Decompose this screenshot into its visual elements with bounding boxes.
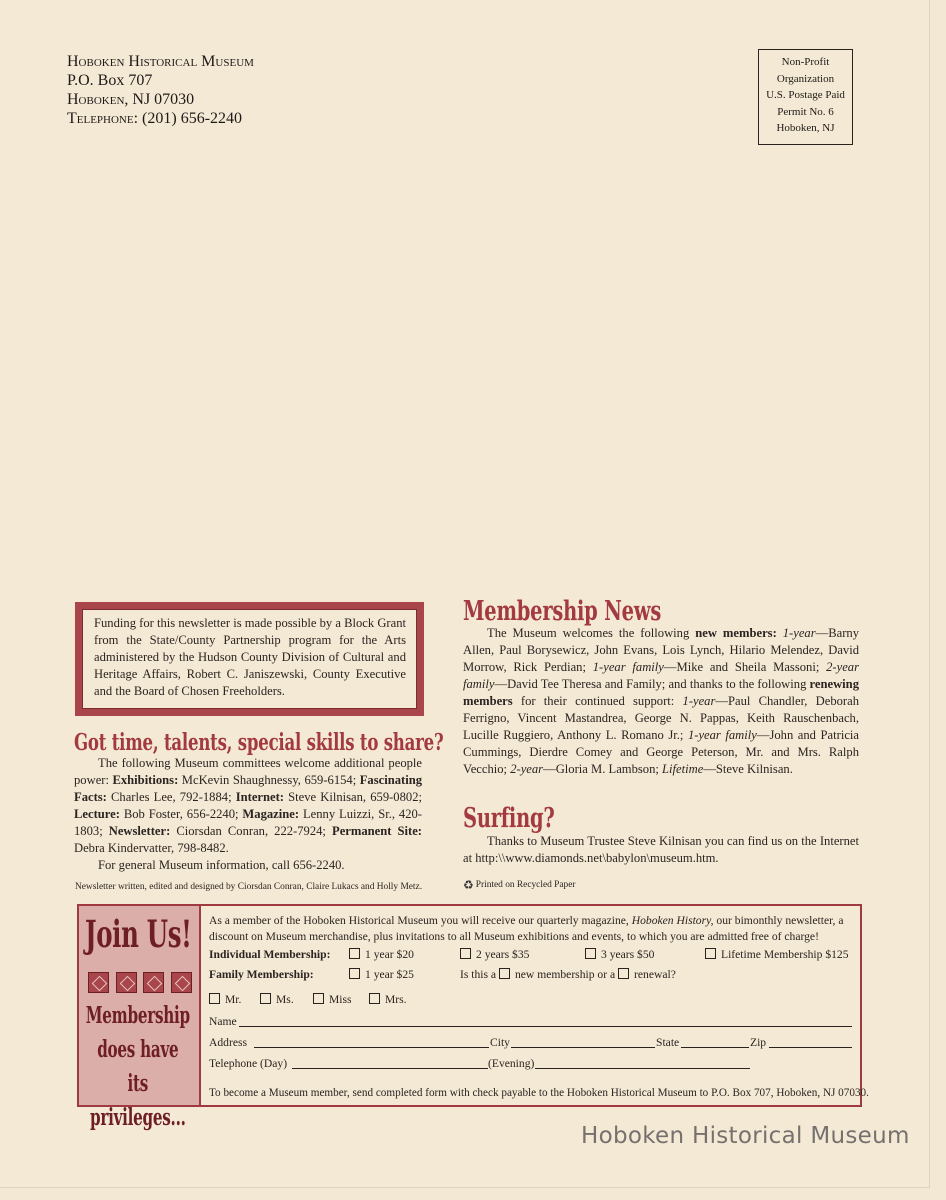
diamond-ornament-icon [116, 972, 137, 993]
state-field[interactable] [681, 1047, 749, 1048]
telephone-row [209, 1053, 857, 1074]
committees-list: The following Museum committees welcome additional people power: Exhibitions: McKevin Shaughnessy, 659-6154; Fascinating Facts: Charles Lee, 792-1884; Internet: Steve Kilnisan, 659-0802; Lecture: Bob Foster, 656-2240; Magazine: Lenny Luizzi, Sr., 420-1803; Newsletter: Ciorsdan Conran, 222-7924; Permanent Site: Debra Kindervatter, 798-8482. [74, 756, 423, 855]
got-time-heading: Got time, talents, special skills to share? [74, 729, 444, 756]
postage-line: U.S. Postage Paid [766, 89, 845, 101]
telephone-number: (201) 656-2240 [142, 110, 243, 127]
museum-name: Hoboken Historical Museum [67, 53, 254, 70]
committee-label: Exhibitions: [112, 773, 179, 787]
salutation-miss[interactable]: Miss [313, 992, 352, 1008]
postage-indicia [758, 49, 853, 145]
checkbox[interactable] [460, 948, 471, 959]
zip-field[interactable] [769, 1047, 852, 1048]
membership-news-heading: Membership News [463, 596, 662, 627]
checkbox[interactable] [209, 993, 220, 1004]
telephone-line [67, 109, 254, 128]
diamond-ornament-icon [171, 972, 192, 993]
general-info: For general Museum information, call 656-2240. [98, 858, 345, 872]
lifetime-membership-option[interactable]: Lifetime Membership $125 [705, 947, 849, 963]
postage-line: Non-Profit [781, 56, 830, 68]
recycled-paper-note [463, 879, 575, 891]
surfing-heading: Surfing? [463, 803, 555, 834]
telephone-evening-field[interactable] [535, 1068, 750, 1069]
postage-line: Hoboken, NJ [776, 122, 835, 134]
salutation-mr[interactable]: Mr. [209, 992, 241, 1008]
membership-news-paragraph: The Museum welcomes the following new members: 1-year—Barny Allen, Paul Borysewicz, John Evans, Lois Lynch, Hilario Melendez, David Morrow, Rick Perdian; 1-year family—Mike and Sheila Massoni; 2-year family—David Tee Theresa and Family; and thanks to the following renewing members for their continued support: 1-year—Paul Chandler, Deborah Ferrigno, Vincent Mastandrea, George N. Pappas, Keith Rauschenbach, Lucille Ruggiero, Anthony L. Romano Jr.; 1-year family—John and Patricia Cummings, Dierdre Comey and George Peterson, Mr. and Mrs. Ralph Vecchio; 2-year—Gloria M. Lambson; Lifetime—Steve Kilnisan. [463, 626, 859, 776]
telephone-day-field[interactable] [292, 1068, 488, 1069]
name-label: Name [209, 1015, 237, 1028]
postage-line: Permit No. 6 [777, 105, 834, 118]
individual-3-years-option[interactable]: 3 years $50 [585, 947, 654, 963]
form-footer-instructions: To become a Museum member, send completed form with check payable to the Hoboken Historical Museum to P.O. Box 707, Hoboken, NJ 07030. [209, 1087, 869, 1099]
new-membership-checkbox[interactable] [499, 968, 510, 979]
family-membership-row [209, 965, 857, 985]
telephone-label: Telephone: [67, 110, 139, 127]
state-label: State [656, 1036, 680, 1049]
checkbox[interactable] [260, 993, 271, 1004]
diamond-ornaments [88, 972, 192, 993]
address-label: Address [209, 1036, 247, 1049]
newsletter-credits: Newsletter written, edited and designed by Ciorsdan Conran, Claire Lukacs and Holly Metz. [75, 882, 423, 892]
join-us-panel [79, 906, 201, 1131]
recycle-icon: ♻ [463, 878, 474, 892]
surfing-text: Thanks to Museum Trustee Steve Kilnisan you can find us on the Internet at http:\\www.diamonds.net\babylon\museum.htm. [463, 834, 859, 865]
renewal-checkbox[interactable] [618, 968, 629, 979]
membership-form [77, 904, 869, 1131]
committee-label: Fascinating Facts: [74, 773, 423, 804]
family-1-year-option[interactable]: 1 year $25 [349, 967, 414, 983]
city-line: Hoboken, NJ 07030 [67, 91, 195, 108]
checkbox[interactable] [349, 948, 360, 959]
committee-label: Permanent Site: [332, 824, 422, 838]
committee-label: Newsletter: [108, 824, 171, 838]
funding-notice-text: Funding for this newsletter is made possible by a Block Grant from the State/County Partnership program for the Arts administered by the Hudson County Division of Cultural and Heritage Affairs, Robert C. Janiszewski, County Executive and the Board of Chosen Freeholders. [82, 609, 417, 709]
po-box: P.O. Box 707 [67, 72, 153, 89]
checkbox[interactable] [313, 993, 324, 1004]
return-address [67, 52, 254, 128]
recycled-text: Printed on Recycled Paper [475, 880, 576, 890]
archive-watermark: Hoboken Historical Museum [581, 1123, 910, 1149]
salutation-row [209, 987, 857, 1011]
name-row [209, 1011, 857, 1032]
telephone-evening-label: (Evening) [488, 1057, 535, 1070]
committee-label: Lecture: [74, 807, 120, 821]
name-field[interactable] [239, 1026, 852, 1027]
telephone-day-label: Telephone (Day) [209, 1057, 288, 1070]
checkbox[interactable] [369, 993, 380, 1004]
surfing-paragraph [463, 833, 859, 867]
checkbox[interactable] [705, 948, 716, 959]
salutation-ms[interactable]: Ms. [260, 992, 294, 1008]
zip-label: Zip [750, 1036, 767, 1049]
membership-type-question: Is this a new membership or a renewal? [460, 968, 676, 981]
join-us-title: Join Us! [85, 912, 192, 956]
individual-membership-label: Individual Membership: [209, 948, 331, 961]
city-label: City [490, 1036, 510, 1049]
family-membership-label: Family Membership: [209, 968, 314, 981]
form-fields [209, 913, 869, 1099]
committee-label: Magazine: [242, 807, 300, 821]
committees-paragraph [74, 755, 422, 874]
committee-label: Internet: [235, 790, 284, 804]
individual-1-year-option[interactable]: 1 year $20 [349, 947, 414, 963]
join-us-subtitle: Membership does have its privileges... [85, 1002, 190, 1131]
address-row [209, 1032, 857, 1053]
individual-2-years-option[interactable]: 2 years $35 [460, 947, 529, 963]
postage-line: Organization [776, 72, 835, 85]
diamond-ornament-icon [88, 972, 109, 993]
diamond-ornament-icon [143, 972, 164, 993]
address-field[interactable] [254, 1047, 489, 1048]
individual-membership-row [209, 945, 857, 965]
checkbox[interactable] [585, 948, 596, 959]
checkbox[interactable] [349, 968, 360, 979]
salutation-mrs[interactable]: Mrs. [369, 992, 407, 1008]
form-intro: As a member of the Hoboken Historical Museum you will receive our quarterly magazine, Hoboken History, our bimonthly newsletter, a discount on Museum merchandise, plus invitations to all Museum exhibitions and events, to which you are admitted free of charge! [209, 914, 844, 943]
city-field[interactable] [511, 1047, 655, 1048]
funding-notice-box [75, 602, 424, 716]
